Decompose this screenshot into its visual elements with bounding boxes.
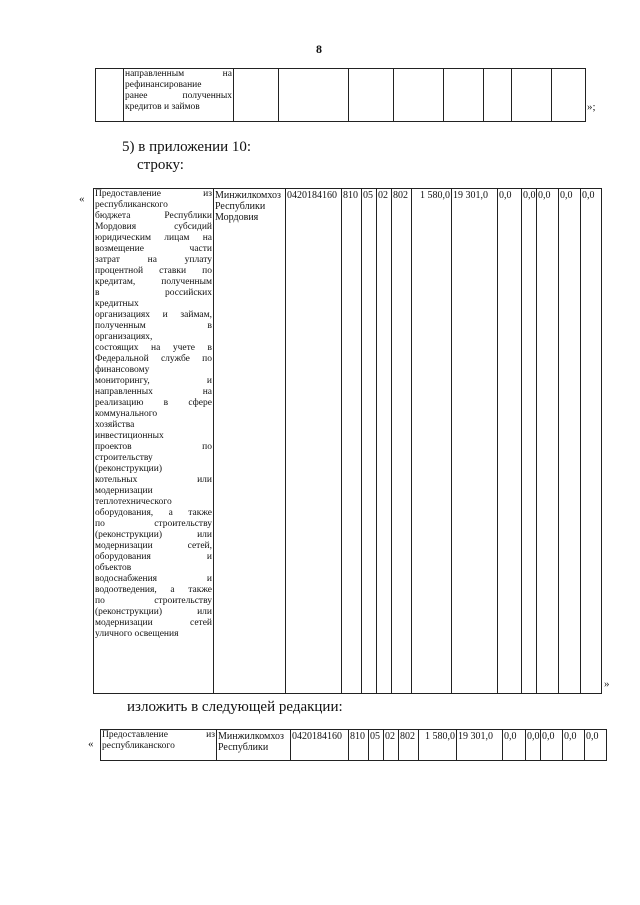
name-line: модернизации сетей — [95, 618, 212, 628]
new-open-mark: « — [88, 738, 94, 750]
ministry-cell — [214, 189, 286, 694]
name-line: модернизации — [95, 486, 153, 496]
main-name-cell — [94, 189, 214, 694]
c1-cell: 810 — [342, 189, 362, 694]
top-table-cell — [279, 69, 349, 122]
name-line: теплотехнического — [95, 497, 172, 507]
ministry-line: Минжилкомхоз — [215, 190, 281, 201]
name-line: по строительству — [95, 596, 212, 606]
name-line: Предоставление из — [95, 189, 212, 199]
name-line: модернизации сетей, — [95, 541, 212, 551]
c4-cell: 802 — [392, 189, 412, 694]
top-line: ранее полученных — [125, 91, 232, 101]
top-table — [95, 68, 586, 122]
new-ministry-cell — [217, 730, 291, 761]
top-close-mark: »; — [587, 101, 596, 113]
new-v7-cell: 0,0 — [585, 730, 607, 761]
c2-cell: 05 — [362, 189, 377, 694]
c3-cell: 02 — [377, 189, 392, 694]
top-table-cell — [234, 69, 279, 122]
top-table-cell — [444, 69, 484, 122]
name-line: уличного освещения — [95, 629, 179, 639]
name-line: процентной ставки по — [95, 266, 212, 276]
name-line: республиканского — [102, 741, 175, 751]
ministry-line: Республики — [218, 742, 269, 753]
ministry-line: Республики — [215, 201, 266, 212]
code-cell: 0420184160 — [286, 189, 342, 694]
main-open-mark: « — [79, 193, 85, 205]
main-close-mark: » — [604, 678, 610, 690]
page-number: 8 — [316, 42, 322, 56]
v5-cell: 0,0 — [537, 189, 559, 694]
name-line: мониторингу, и — [95, 376, 212, 386]
v3-cell: 0,0 — [498, 189, 522, 694]
new-code-cell: 0420184160 — [291, 730, 349, 761]
section-sub: строку: — [137, 157, 184, 173]
v1-cell: 1 580,0 — [412, 189, 452, 694]
name-line: оборудования, а также — [95, 508, 212, 518]
name-line: организациях, — [95, 332, 153, 342]
new-v2-cell: 19 301,0 — [457, 730, 503, 761]
new-name-cell — [101, 730, 217, 761]
section-item: 5) в приложении 10: — [122, 139, 252, 155]
new-c1-cell: 810 — [349, 730, 369, 761]
name-line: кредитам, полученным — [95, 277, 212, 287]
name-line: (реконструкции) — [95, 464, 162, 474]
new-v3-cell: 0,0 — [503, 730, 526, 761]
v6-cell: 0,0 — [559, 189, 581, 694]
main-table — [93, 188, 602, 694]
new-c3-cell: 02 — [384, 730, 399, 761]
top-table-cell — [512, 69, 552, 122]
name-line: юридическим лицам на — [95, 233, 212, 243]
name-line: состоящих на учете в — [95, 343, 212, 353]
top-table-cell-empty — [96, 69, 124, 122]
top-line: кредитов и займов — [125, 102, 200, 112]
name-line: проектов по — [95, 442, 212, 452]
name-line: (реконструкции) или — [95, 607, 212, 617]
v2-cell: 19 301,0 — [452, 189, 498, 694]
new-c4-cell: 802 — [399, 730, 419, 761]
name-line: направленных на — [95, 387, 212, 397]
name-line: Федеральной службе по — [95, 354, 212, 364]
name-line: в российских — [95, 288, 212, 298]
new-v4-cell: 0,0 — [526, 730, 541, 761]
new-c2-cell: 05 — [369, 730, 384, 761]
name-line: водоснабжения и — [95, 574, 212, 584]
edit-heading: изложить в следующей редакции: — [127, 699, 343, 715]
name-line: Мордовия субсидий — [95, 222, 212, 232]
ministry-line: Минжилкомхоз — [218, 731, 284, 742]
ministry-line: Мордовия — [215, 212, 259, 223]
name-line: Предоставление из — [102, 730, 215, 740]
top-line: направленным на — [125, 69, 232, 79]
name-line: финансовому — [95, 365, 150, 375]
top-table-cell — [394, 69, 444, 122]
new-table — [100, 729, 607, 761]
name-line: хозяйства — [95, 420, 135, 430]
top-table-cell — [484, 69, 512, 122]
top-table-cell — [552, 69, 586, 122]
name-line: водоотведения, а также — [95, 585, 212, 595]
name-line: затрат на уплату — [95, 255, 212, 265]
name-line: котельных или — [95, 475, 212, 485]
new-v1-cell: 1 580,0 — [419, 730, 457, 761]
top-table-name-cell — [124, 69, 234, 122]
name-line: инвестиционных — [95, 431, 164, 441]
v4-cell: 0,0 — [522, 189, 537, 694]
top-line: рефинансирование — [125, 80, 202, 90]
new-v6-cell: 0,0 — [563, 730, 585, 761]
new-v5-cell: 0,0 — [541, 730, 563, 761]
name-line: возмещение части — [95, 244, 212, 254]
name-line: по строительству — [95, 519, 212, 529]
name-line: кредитных — [95, 299, 139, 309]
name-line: коммунального — [95, 409, 158, 419]
top-table-cell — [349, 69, 394, 122]
name-line: (реконструкции) или — [95, 530, 212, 540]
name-line: республиканского — [95, 200, 168, 210]
name-line: бюджета Республики — [95, 211, 212, 221]
v7-cell: 0,0 — [581, 189, 602, 694]
name-line: полученным в — [95, 321, 212, 331]
name-line: объектов — [95, 563, 132, 573]
name-line: строительству — [95, 453, 153, 463]
name-line: организациях и займам, — [95, 310, 212, 320]
name-line: оборудования и — [95, 552, 212, 562]
name-line: реализацию в сфере — [95, 398, 212, 408]
